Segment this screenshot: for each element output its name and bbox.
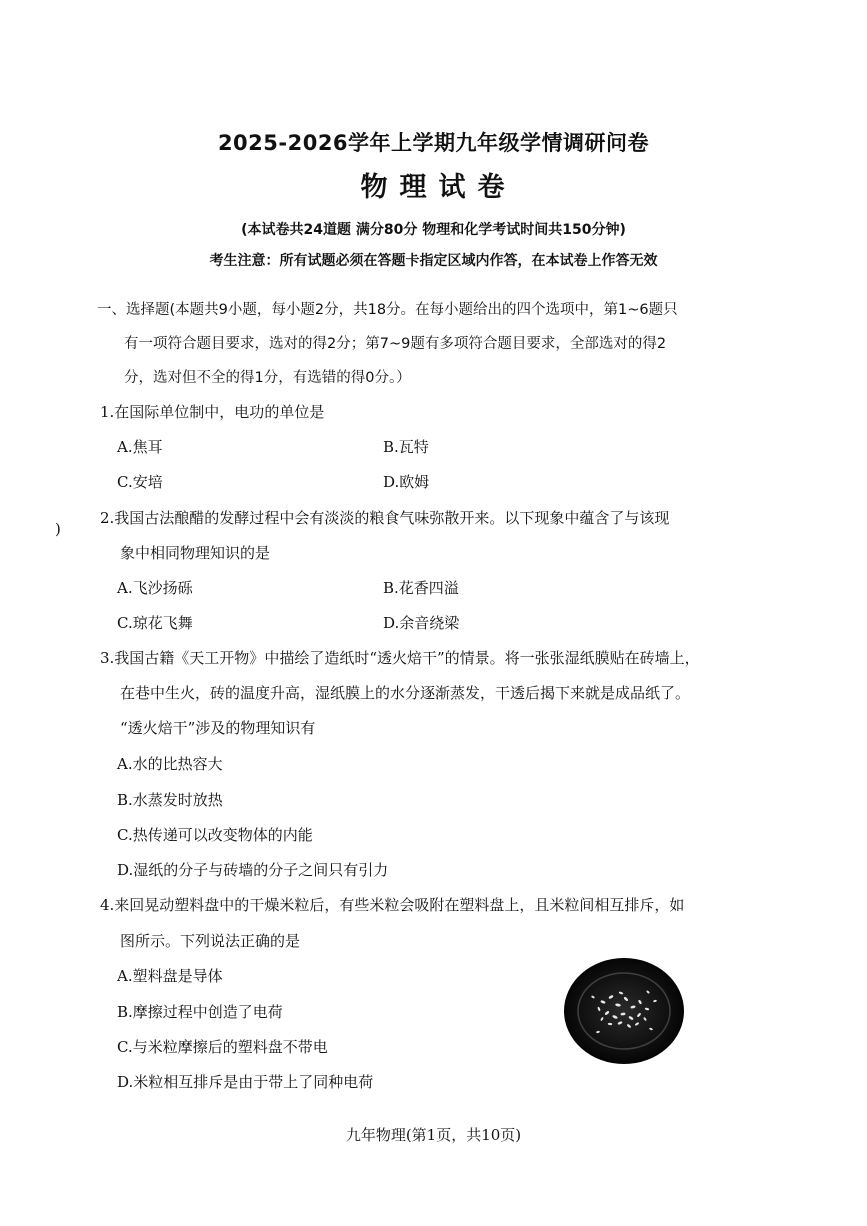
plate-body	[564, 958, 684, 1064]
question-3-option-d: D.湿纸的分子与砖墙的分子之间只有引力	[117, 861, 389, 879]
question-1-option-c: C.安培	[117, 473, 163, 491]
question-3-option-c: C.热传递可以改变物体的内能	[117, 826, 313, 844]
question-4-stem-line-2: 图所示。下列说法正确的是	[120, 932, 301, 950]
plastic-plate-rice-figure	[563, 957, 685, 1065]
section-heading-line-1: 一、选择题(本题共9小题，每小题2分，共18分。在每小题给出的四个选项中，第1~6题只	[97, 302, 678, 318]
subject-title: 物理试卷	[360, 172, 517, 203]
section-heading-line-3: 分，选对但不全的得1分，有选错的得0分。）	[124, 370, 411, 386]
question-1-option-d: D.欧姆	[383, 473, 430, 491]
question-2-option-a: A.飞沙扬砾	[117, 579, 193, 597]
section-heading-line-2: 有一项符合题目要求，选对的得2分；第7~9题有多项符合题目要求，全部选对的得2	[124, 336, 667, 352]
question-4-option-a: A.塑料盘是导体	[117, 967, 223, 985]
question-2-option-b: B.花香四溢	[383, 579, 459, 597]
question-1-stem: 1.在国际单位制中，电功的单位是	[100, 403, 325, 421]
question-3-stem-line-2: 在巷中生火，砖的温度升高，湿纸膜上的水分逐渐蒸发，干透后揭下来就是成品纸了。	[120, 684, 691, 702]
question-2-stem-line-2: 象中相同物理知识的是	[120, 544, 271, 562]
question-1-option-a: A.焦耳	[117, 438, 163, 456]
question-4-option-c: C.与米粒摩擦后的塑料盘不带电	[117, 1038, 328, 1056]
question-3-option-b: B.水蒸发时放热	[117, 791, 223, 809]
margin-mark: )	[55, 520, 61, 538]
question-4-option-d: D.米粒相互排斥是由于带上了同种电荷	[117, 1073, 374, 1091]
page-footer: 九年物理(第1页，共10页)	[345, 1126, 522, 1144]
question-2-stem-line-1: 2.我国古法酿醋的发酵过程中会有淡淡的粮食气味弥散开来。以下现象中蕴含了与该现	[100, 509, 670, 527]
question-2-option-d: D.余音绕梁	[383, 614, 460, 632]
question-3-stem-line-3: “透火焙干”涉及的物理知识有	[120, 719, 316, 737]
exam-notice: 考生注意：所有试题必须在答题卡指定区域内作答，在本试卷上作答无效	[209, 253, 658, 269]
question-2-option-c: C.琼花飞舞	[117, 614, 193, 632]
question-1-option-b: B.瓦特	[383, 438, 429, 456]
question-4-option-b: B.摩擦过程中创造了电荷	[117, 1003, 283, 1021]
exam-title: 2025-2026学年上学期九年级学情调研问卷	[217, 131, 650, 155]
exam-info: (本试卷共24道题 满分80分 物理和化学考试时间共150分钟)	[241, 222, 626, 238]
question-3-stem-line-1: 3.我国古籍《天工开物》中描绘了造纸时“透火焙干”的情景。将一张张湿纸膜贴在砖墙上，	[100, 649, 700, 667]
question-4-stem-line-1: 4.来回晃动塑料盘中的干燥米粒后，有些米粒会吸附在塑料盘上，且米粒间相互排斥，如	[100, 896, 685, 914]
question-3-option-a: A.水的比热容大	[117, 755, 223, 773]
